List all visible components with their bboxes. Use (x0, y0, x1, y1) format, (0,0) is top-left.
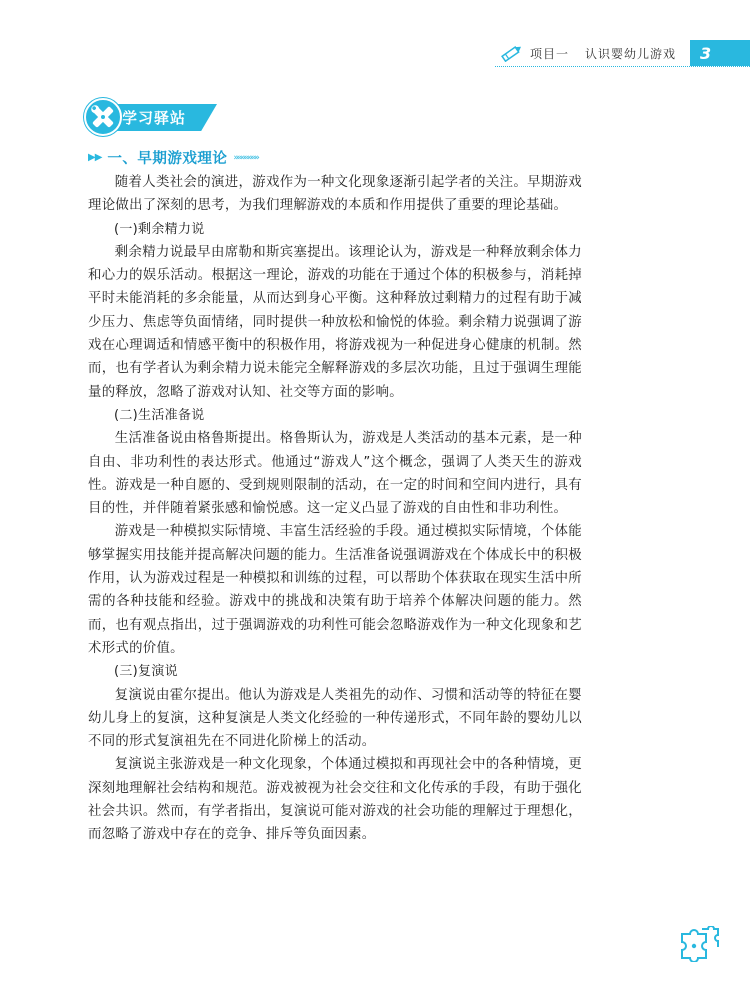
running-header (500, 40, 750, 66)
section-heading (88, 147, 258, 168)
subheading-surplus-energy: (一)剩余精力说 (114, 221, 205, 237)
intro-paragraph: 随着人类社会的演进，游戏作为一种文化现象逐渐引起学者的关注。早期游戏理论做出了深刻的思考，为我们理解游戏的本质和作用提供了重要的理论基础。 (88, 175, 582, 214)
heading-text: 一、早期游戏理论 (107, 151, 228, 167)
header-rule (495, 66, 750, 67)
puzzle-icon (676, 926, 720, 962)
life-preparation-paragraph-2: 游戏是一种模拟实际情境、丰富生活经验的手段。通过模拟实际情境，个体能够掌握实用技能并提高解决问题的能力。生活准备说强调游戏在个体成长中的积极作用，认为游戏过程是一种模拟和训练的过程，可以帮助个体获取在现实生活中所需的各种技能和经验。游戏中的挑战和决策有助于培养个体解决问题的能力。然而，也有观点指出，过于强调游戏的功利性可能会忽略游戏作为一种文化现象和艺术形式的价值。 (88, 524, 582, 656)
surplus-energy-paragraph: 剩余精力说最早由席勒和斯宾塞提出。该理论认为，游戏是一种释放剩余体力和心力的娱乐活动。根据这一理论，游戏的功能在于通过个体的积极参与，消耗掉平时未能消耗的多余能量，从而达到身心平衡。这种释放过剩精力的过程有助于减少压力、焦虑等负面情绪，同时提供一种放松和愉悦的体验。剩余精力说强调了游戏在心理调适和情感平衡中的积极作用，将游戏视为一种促进身心健康的机制。然而，也有学者认为剩余精力说未能完全解释游戏的多层次功能，且过于强调生理能量的释放，忽略了游戏对认知、社交等方面的影响。 (88, 244, 582, 400)
pencil-icon (500, 44, 524, 62)
recapitulation-paragraph-1: 复演说由霍尔提出。他认为游戏是人类祖先的动作、习惯和活动等的特征在婴幼儿身上的复演，这种复演是人类文化经验的一种传递形式，不同年龄的婴幼儿以不同的形式复演祖先在不同进化阶梯上的活动。 (88, 687, 582, 750)
banner-badge (84, 98, 122, 136)
tools-icon (86, 100, 120, 134)
subheading-life-preparation: (二)生活准备说 (114, 407, 205, 423)
life-preparation-paragraph-1: 生活准备说由格鲁斯提出。格鲁斯认为，游戏是人类活动的基本元素，是一种自由、非功利性的表达形式。他通过“游戏人”这个概念，强调了人类天生的游戏性。游戏是一种自愿的、受到规则限制的活动，在一定的时间和空间内进行，具有目的性，并伴随着紧张感和愉悦感。这一定义凸显了游戏的自由性和非功利性。 (88, 431, 582, 517)
section-banner (84, 98, 219, 138)
heading-arrows: ▶▶ (88, 152, 102, 163)
banner-label: 学习驿站 (122, 109, 187, 127)
page-number: 3 (690, 40, 750, 66)
subheading-recapitulation: (三)复演说 (114, 664, 178, 680)
project-label: 项目一 (529, 46, 569, 61)
recapitulation-paragraph-2: 复演说主张游戏是一种文化现象，个体通过模拟和再现社会中的各种情境，更深刻地理解社会结构和规范。游戏被视为社会交往和文化传承的手段，有助于强化社会共识。然而，有学者指出，复演说可能对游戏的社会功能的理解过于理想化，而忽略了游戏中存在的竞争、排斥等负面因素。 (88, 757, 582, 843)
chapter-title: 认识婴幼儿游戏 (584, 46, 676, 61)
body-content (88, 171, 582, 847)
heading-chevrons: »»»»»»» (233, 152, 258, 163)
